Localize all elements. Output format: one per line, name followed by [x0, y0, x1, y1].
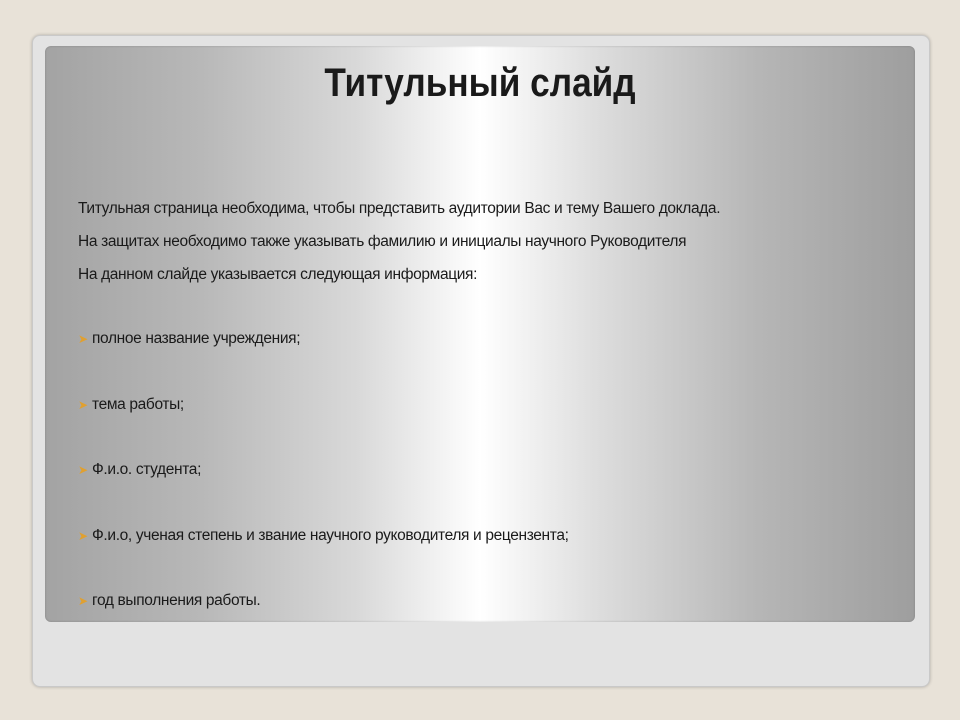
slide-title: Титульный слайд	[324, 61, 636, 105]
arrow-bullet-icon: ➤	[78, 463, 88, 477]
arrow-bullet-icon: ➤	[78, 528, 88, 543]
intro-paragraph: Титульная страница необходима, чтобы представить аудитории Вас и тему Вашего доклада.	[78, 200, 721, 217]
intro-paragraph: На защитах необходимо также указывать фамилию и инициалы научного Руководителя	[78, 233, 687, 250]
arrow-bullet-icon: ➤	[78, 594, 88, 608]
arrow-bullet-icon: ➤	[78, 332, 88, 346]
list-item	[78, 589, 898, 655]
list-item	[78, 393, 898, 459]
list-item	[78, 458, 898, 524]
list-item-text: Ф.и.о, ученая степень и звание научного руководителя и рецензента;	[92, 526, 569, 544]
intro-paragraph: На данном слайде указывается следующая информация:	[78, 266, 478, 283]
slide-body	[78, 197, 898, 296]
list-item-text: год выполнения работы.	[92, 592, 261, 609]
list-item	[78, 524, 898, 590]
list-item-text: Ф.и.о. студента;	[92, 461, 202, 478]
arrow-bullet-icon: ➤	[78, 397, 88, 412]
list-item-text: полное название учреждения;	[92, 330, 301, 347]
info-bullet-list	[78, 327, 898, 655]
list-item	[78, 327, 898, 393]
list-item-text: тема работы;	[92, 395, 184, 413]
